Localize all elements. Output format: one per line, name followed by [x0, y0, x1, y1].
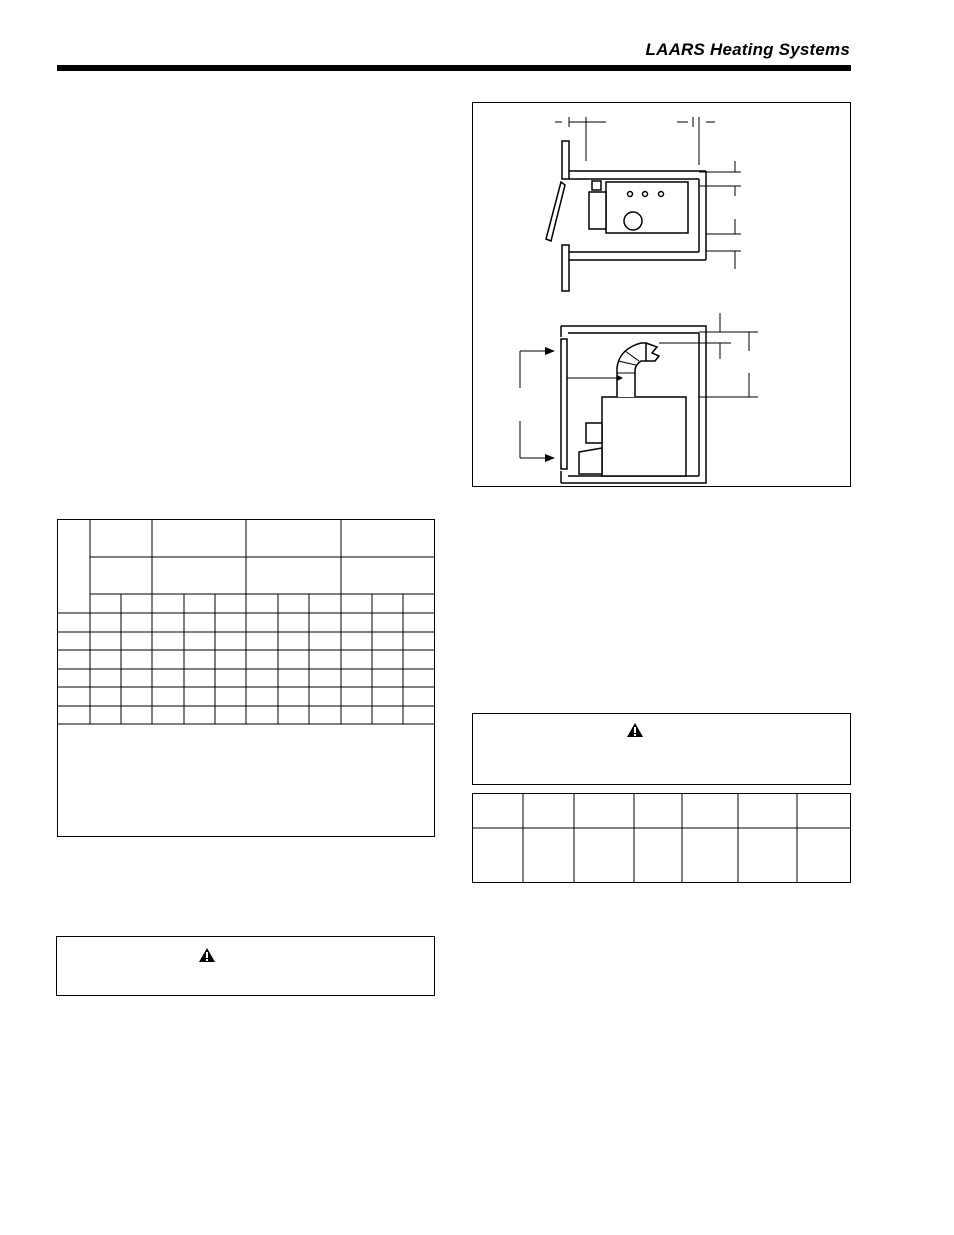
dimensions-table-grid — [473, 794, 850, 882]
header-rule — [57, 65, 851, 71]
clearance-figure — [472, 102, 851, 487]
clearance-table — [57, 519, 435, 837]
warning-box-right — [472, 713, 851, 785]
header-brand-title: LAARS Heating Systems — [645, 40, 850, 59]
clearance-table-grid — [57, 519, 435, 837]
warning-box-left — [56, 936, 435, 996]
warning-triangle-icon — [626, 722, 644, 738]
warning-triangle-icon — [198, 947, 216, 963]
boiler-clearance-diagram — [473, 103, 850, 486]
dimensions-table — [472, 793, 851, 883]
